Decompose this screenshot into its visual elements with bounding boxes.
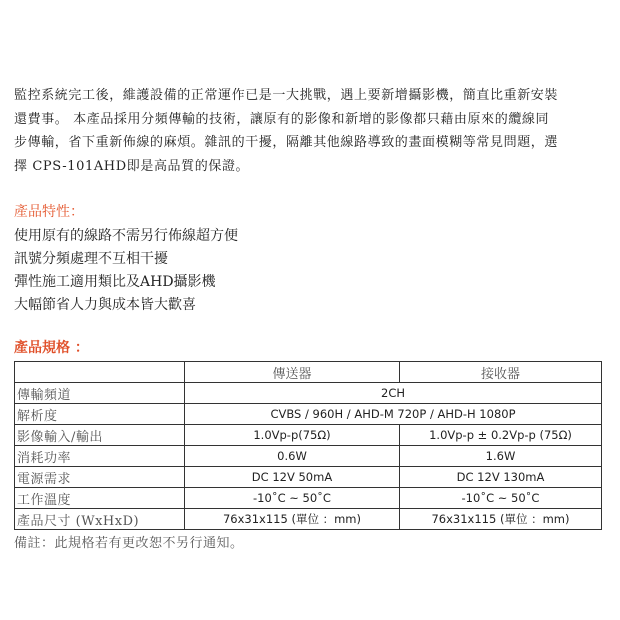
feature-item: 彈性施工適用類比及AHD攝影機 [14, 274, 216, 290]
row-label: 電源需求 [15, 467, 185, 488]
row-value-receiver: -10˚C ~ 50˚C [400, 488, 602, 509]
table-row [15, 446, 602, 467]
header-blank-cell [15, 362, 185, 383]
table-header-row [15, 362, 602, 383]
row-value-shared: CVBS / 960H / AHD-M 720P / AHD-H 1080P [185, 404, 602, 425]
row-value-receiver: 1.0Vp-p ± 0.2Vp-p (75Ω) [400, 425, 602, 446]
row-value-receiver: 76x31x115 (單位 ：mm) [400, 509, 602, 530]
features-list [14, 225, 606, 317]
row-value-receiver: 1.6W [400, 446, 602, 467]
table-row [15, 404, 602, 425]
specs-table [14, 361, 602, 530]
intro-line: 還費事。 本產品採用分頻傳輸的技術，讓原有的影像和新增的影像都只藉由原來的纜線同 [14, 111, 550, 127]
intro-line: 擇 CPS-101AHD即是高品質的保證。 [14, 158, 250, 174]
table-row [15, 509, 602, 530]
intro-line: 步傳輸，省下重新佈線的麻煩。雜訊的干擾，隔離其他線路導致的畫面模糊等常見問題，選 [14, 135, 559, 150]
features-heading: 產品特性： [14, 204, 84, 220]
row-value-transmitter: -10˚C ~ 50˚C [185, 488, 400, 509]
feature-item: 訊號分頻處理不互相干擾 [14, 251, 168, 267]
header-transmitter: 傳送器 [185, 362, 400, 383]
specs-heading: 產品規格 ： [14, 340, 89, 356]
intro-line: 監控系統完工後，維護設備的正常運作已是一大挑戰，遇上要新增攝影機，簡直比重新安裝 [14, 88, 559, 103]
row-value-transmitter: 0.6W [185, 446, 400, 467]
table-row [15, 467, 602, 488]
row-label: 工作溫度 [15, 488, 185, 509]
header-receiver: 接收器 [400, 362, 602, 383]
product-description [14, 84, 606, 551]
row-label: 解析度 [15, 404, 185, 425]
row-label: 消耗功率 [15, 446, 185, 467]
table-row [15, 488, 602, 509]
row-value-transmitter: DC 12V 50mA [185, 467, 400, 488]
row-label: 傳輸頻道 [15, 383, 185, 404]
row-value-receiver: DC 12V 130mA [400, 467, 602, 488]
spec-note: 備註：此規格若有更改恕不另行通知。 [14, 536, 244, 551]
table-row [15, 425, 602, 446]
table-row [15, 383, 602, 404]
row-label: 影像輸入/輸出 [15, 425, 185, 446]
intro-paragraph [14, 84, 606, 178]
feature-item: 使用原有的線路不需另行佈線超方便 [14, 228, 238, 244]
row-label: 產品尺寸 (WxHxD) [15, 509, 185, 530]
feature-item: 大幅節省人力與成本皆大歡喜 [14, 297, 196, 313]
row-value-transmitter: 76x31x115 (單位 ：mm) [185, 509, 400, 530]
row-value-shared: 2CH [185, 383, 602, 404]
row-value-transmitter: 1.0Vp-p(75Ω) [185, 425, 400, 446]
